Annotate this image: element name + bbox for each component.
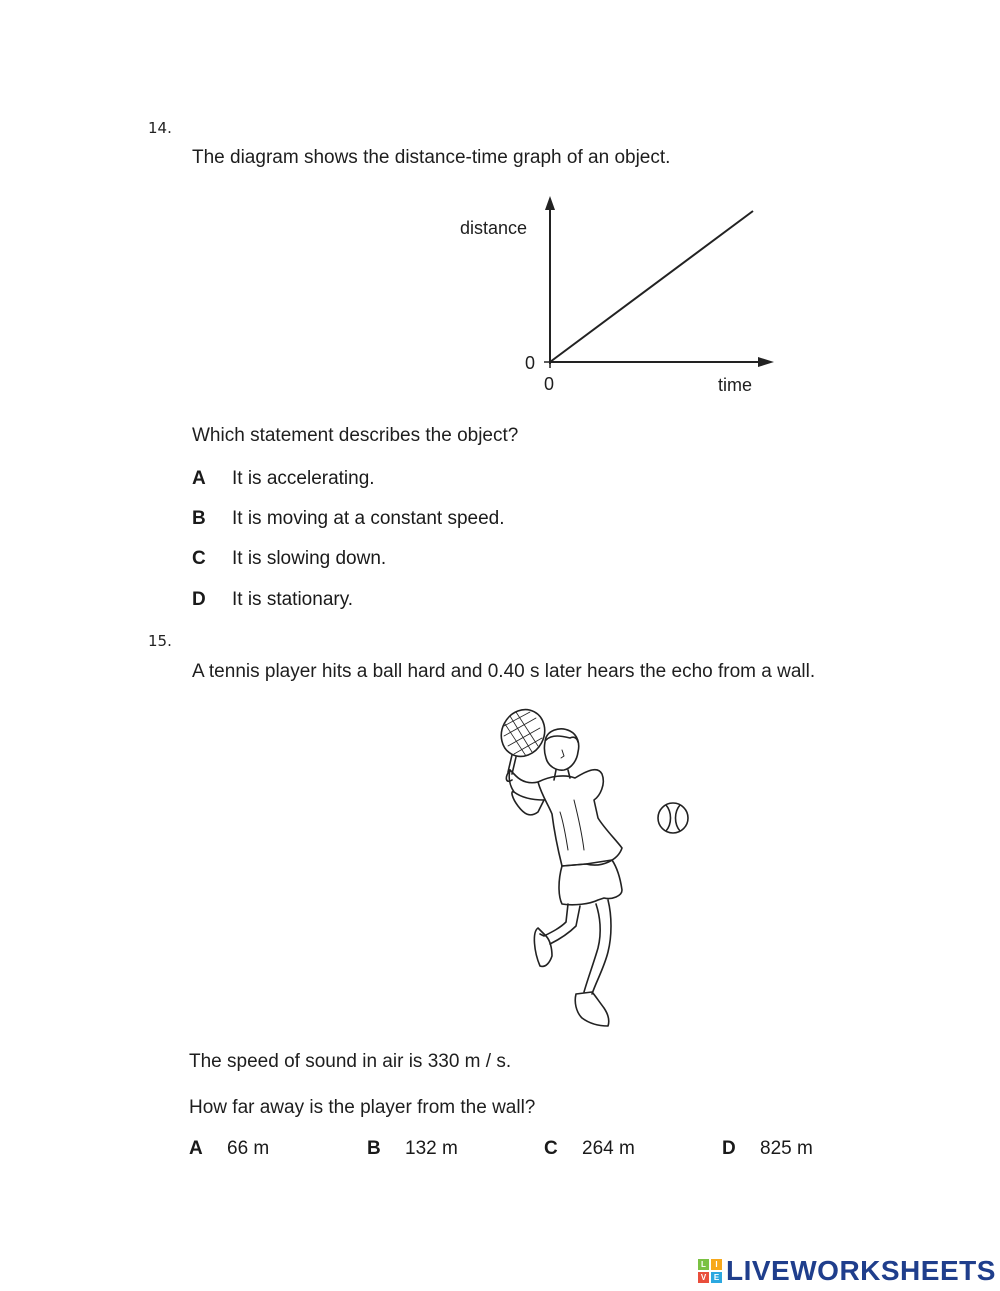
q15-number: 15.	[148, 632, 172, 650]
option-letter: A	[192, 468, 206, 489]
x-axis-arrow-icon	[758, 357, 774, 367]
q15-option-a[interactable]	[189, 1138, 269, 1160]
player-shirt	[538, 770, 622, 866]
logo-badge-cell: I	[711, 1259, 722, 1270]
q15-question: How far away is the player from the wall?	[189, 1097, 536, 1118]
q14-option-a[interactable]	[192, 468, 375, 490]
q14-stem: The diagram shows the distance-time graph of an object.	[192, 147, 671, 168]
y-axis-arrow-icon	[545, 196, 555, 210]
option-letter: B	[367, 1138, 381, 1159]
x-axis-label: time	[718, 375, 753, 395]
option-text: 825 m	[760, 1138, 813, 1159]
option-letter: A	[189, 1138, 203, 1159]
option-text: It is accelerating.	[232, 468, 375, 489]
y-zero-label: 0	[525, 353, 536, 373]
front-shoe	[575, 992, 609, 1026]
q14-option-b[interactable]	[192, 508, 505, 530]
option-text: It is stationary.	[232, 589, 354, 610]
q15-option-d[interactable]	[722, 1138, 813, 1160]
q14-number: 14.	[148, 119, 172, 137]
option-letter: C	[192, 548, 206, 569]
q14-question: Which statement describes the object?	[192, 425, 519, 446]
q15-option-c[interactable]	[544, 1138, 635, 1160]
liveworksheets-logo[interactable]	[698, 1255, 996, 1287]
q15-stem: A tennis player hits a ball hard and 0.40 s later hears the echo from a wall.	[192, 661, 816, 682]
q14-option-d[interactable]	[192, 589, 353, 611]
racket-head	[493, 702, 553, 764]
q14-option-c[interactable]	[192, 548, 386, 570]
player-shorts	[559, 860, 622, 905]
option-letter: C	[544, 1138, 558, 1159]
option-letter: D	[192, 589, 206, 610]
player-head	[544, 729, 578, 770]
distance-time-line	[550, 211, 753, 362]
logo-badge-cell: L	[698, 1259, 709, 1270]
tennis-player-illustration	[490, 700, 700, 1035]
option-letter: D	[722, 1138, 736, 1159]
logo-badge-icon	[698, 1259, 722, 1283]
q15-option-b[interactable]	[367, 1138, 458, 1160]
option-letter: B	[192, 508, 206, 529]
tennis-ball	[658, 803, 688, 833]
player-back-leg	[540, 904, 568, 936]
y-axis-label: distance	[460, 218, 528, 238]
option-text: It is moving at a constant speed.	[232, 508, 505, 529]
logo-badge-cell: V	[698, 1272, 709, 1283]
option-text: 132 m	[405, 1138, 458, 1159]
q15-fact: The speed of sound in air is 330 m / s.	[189, 1051, 512, 1072]
logo-badge-cell: E	[711, 1272, 722, 1283]
distance-time-graph	[440, 190, 800, 400]
logo-text: LIVEWORKSHEETS	[726, 1255, 996, 1286]
option-text: 264 m	[582, 1138, 635, 1159]
x-zero-label: 0	[544, 374, 555, 394]
option-text: It is slowing down.	[232, 548, 387, 569]
option-text: 66 m	[227, 1138, 270, 1159]
